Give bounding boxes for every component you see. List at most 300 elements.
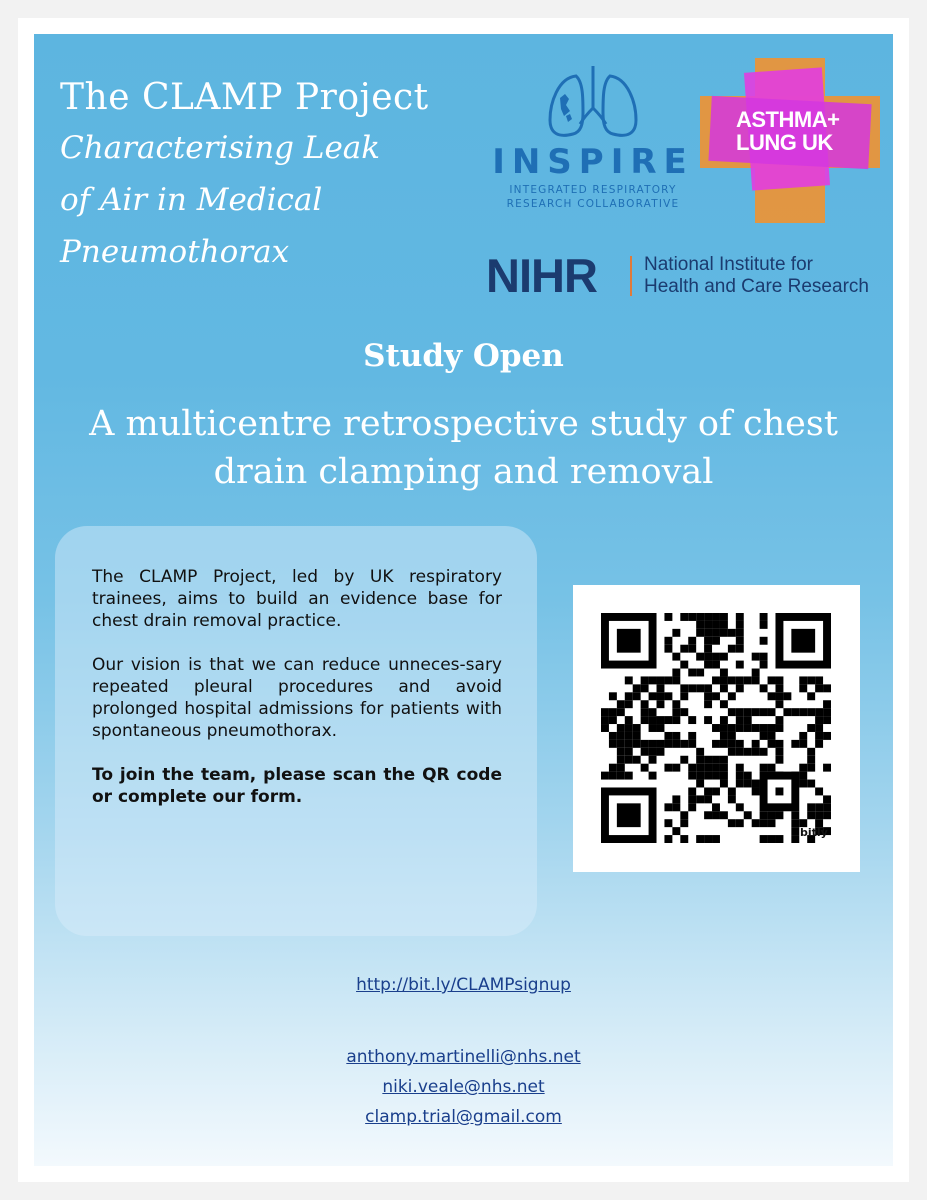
qr-module [720, 613, 728, 621]
qr-module [807, 764, 815, 772]
qr-module [736, 676, 744, 684]
contact-links [34, 972, 893, 1132]
project-subtitle-line-3: Pneumothorax [60, 234, 290, 270]
qr-module [641, 740, 649, 748]
qr-module [617, 732, 625, 740]
qr-module [688, 637, 696, 645]
qr-module [807, 780, 815, 788]
qr-module [696, 772, 704, 780]
qr-module [633, 756, 641, 764]
qr-module [704, 764, 712, 772]
qr-module [696, 764, 704, 772]
qr-module [664, 764, 672, 772]
qr-module [641, 764, 649, 772]
qr-module [736, 629, 744, 637]
qr-module [704, 621, 712, 629]
qr-module [728, 692, 736, 700]
qr-module [657, 716, 665, 724]
qr-module [712, 613, 720, 621]
qr-module [728, 676, 736, 684]
qr-module [815, 716, 823, 724]
qr-module [752, 708, 760, 716]
qr-module [641, 708, 649, 716]
qr-module [664, 803, 672, 811]
qr-module [712, 764, 720, 772]
qr-module [799, 740, 807, 748]
qr-module [736, 724, 744, 732]
qr-module [744, 708, 752, 716]
qr-module [736, 819, 744, 827]
qr-module [720, 629, 728, 637]
qr-module [704, 692, 712, 700]
qr-module [728, 724, 736, 732]
qr-module [799, 780, 807, 788]
qr-module [728, 708, 736, 716]
qr-module [672, 740, 680, 748]
qr-module [712, 661, 720, 669]
qr-module [712, 756, 720, 764]
qr-module [823, 700, 831, 708]
qr-module [815, 732, 823, 740]
qr-module [728, 748, 736, 756]
qr-module [768, 732, 776, 740]
qr-module [736, 716, 744, 724]
qr-module [768, 740, 776, 748]
qr-module [736, 740, 744, 748]
qr-module [641, 716, 649, 724]
qr-module [601, 772, 609, 780]
qr-module [712, 835, 720, 843]
qr-module [625, 756, 633, 764]
qr-module [704, 811, 712, 819]
email-link-niki[interactable]: niki.veale@nhs.net [382, 1077, 545, 1097]
qr-module [728, 732, 736, 740]
qr-module [720, 732, 728, 740]
qr-module [609, 692, 617, 700]
qr-module [625, 740, 633, 748]
qr-module [649, 724, 657, 732]
qr-module [752, 669, 760, 677]
qr-module [720, 811, 728, 819]
qr-module [609, 716, 617, 724]
qr-module [664, 692, 672, 700]
qr-module [672, 669, 680, 677]
qr-module [688, 732, 696, 740]
qr-module [736, 621, 744, 629]
qr-module [657, 684, 665, 692]
qr-module [760, 653, 768, 661]
qr-module [768, 764, 776, 772]
qr-module [791, 708, 799, 716]
qr-module [672, 803, 680, 811]
nihr-line-2: Health and Care Research [644, 276, 869, 297]
qr-module [807, 708, 815, 716]
qr-module [736, 748, 744, 756]
qr-module [775, 716, 783, 724]
qr-module [807, 692, 815, 700]
nihr-logo-text [644, 254, 869, 298]
qr-module [680, 645, 688, 653]
qr-module [728, 740, 736, 748]
qr-module [775, 700, 783, 708]
qr-module [720, 676, 728, 684]
qr-module [712, 653, 720, 661]
title-block [60, 74, 429, 278]
qr-module [823, 764, 831, 772]
qr-module [649, 756, 657, 764]
qr-module [625, 732, 633, 740]
qr-module [815, 811, 823, 819]
qr-module [664, 676, 672, 684]
qr-module [736, 645, 744, 653]
qr-module [823, 716, 831, 724]
qr-module [752, 653, 760, 661]
qr-module [728, 629, 736, 637]
qr-module [704, 637, 712, 645]
qr-module [823, 684, 831, 692]
qr-module [625, 772, 633, 780]
qr-code-pattern [601, 613, 831, 843]
qr-module [712, 803, 720, 811]
qr-module [760, 708, 768, 716]
qr-module [775, 811, 783, 819]
qr-module [744, 772, 752, 780]
qr-module [649, 708, 657, 716]
qr-module [775, 835, 783, 843]
qr-module [688, 669, 696, 677]
qr-module [775, 748, 783, 756]
qr-module [704, 661, 712, 669]
qr-module [768, 692, 776, 700]
qr-module [633, 724, 641, 732]
qr-module [712, 772, 720, 780]
qr-module [760, 613, 768, 621]
qr-module [760, 819, 768, 827]
qr-module [775, 724, 783, 732]
signup-link[interactable]: http://bit.ly/CLAMPsignup [356, 975, 571, 995]
qr-module [736, 637, 744, 645]
nihr-logo-divider [630, 256, 632, 296]
qr-module [617, 700, 625, 708]
qr-module [672, 732, 680, 740]
qr-module [617, 772, 625, 780]
qr-module [696, 629, 704, 637]
qr-module [657, 700, 665, 708]
email-link-anthony[interactable]: anthony.martinelli@nhs.net [346, 1047, 581, 1067]
qr-module [617, 724, 625, 732]
qr-module [823, 732, 831, 740]
qr-module [752, 787, 760, 795]
qr-module [672, 676, 680, 684]
qr-module [720, 684, 728, 692]
qr-module [823, 795, 831, 803]
qr-module [633, 740, 641, 748]
qr-module [760, 661, 768, 669]
qr-module [775, 676, 783, 684]
inspire-logo-tagline [488, 183, 698, 211]
qr-module [641, 684, 649, 692]
qr-module [601, 708, 609, 716]
qr-module [696, 780, 704, 788]
qr-module [736, 780, 744, 788]
qr-module [791, 740, 799, 748]
qr-module [617, 629, 641, 653]
qr-module [736, 772, 744, 780]
qr-module [752, 748, 760, 756]
qr-module [680, 756, 688, 764]
qr-module [704, 787, 712, 795]
qr-module [633, 732, 641, 740]
qr-module [704, 645, 712, 653]
qr-module [633, 692, 641, 700]
qr-module [704, 716, 712, 724]
qr-module [704, 700, 712, 708]
qr-module [783, 692, 791, 700]
qr-module [791, 811, 799, 819]
qr-module [744, 716, 752, 724]
qr-module [609, 732, 617, 740]
qr-module [815, 787, 823, 795]
project-title: The CLAMP Project [60, 77, 429, 118]
qr-module [799, 764, 807, 772]
qr-module [704, 795, 712, 803]
email-link-clamp[interactable]: clamp.trial@gmail.com [365, 1107, 562, 1127]
info-call-to-action: To join the team, please scan the QR code or complete our form. [92, 765, 502, 807]
qr-module [664, 835, 672, 843]
asthma-line-1: ASTHMA+ [736, 107, 840, 132]
qr-module [775, 684, 783, 692]
qr-module [720, 740, 728, 748]
project-subtitle-line-2: of Air in Medical [60, 182, 323, 218]
qr-module [688, 764, 696, 772]
qr-module [609, 764, 617, 772]
qr-module [704, 613, 712, 621]
qr-module [664, 716, 672, 724]
qr-module [720, 756, 728, 764]
qr-module [815, 724, 823, 732]
qr-module [680, 613, 688, 621]
qr-module [657, 724, 665, 732]
qr-module [649, 772, 657, 780]
qr-module [712, 811, 720, 819]
qr-module [641, 676, 649, 684]
qr-module [720, 764, 728, 772]
qr-module [680, 740, 688, 748]
qr-module [752, 819, 760, 827]
qr-module [688, 803, 696, 811]
qr-module [657, 748, 665, 756]
qr-module [680, 819, 688, 827]
qr-module [657, 740, 665, 748]
qr-module [609, 772, 617, 780]
qr-module [680, 692, 688, 700]
qr-module [760, 811, 768, 819]
qr-module [760, 684, 768, 692]
qr-module [617, 740, 625, 748]
qr-module [752, 740, 760, 748]
info-paragraph-1: The CLAMP Project, led by UK respiratory trainees, aims to build an evidence base for chest drain removal practice. [92, 567, 502, 631]
qr-module [696, 669, 704, 677]
qr-module [625, 716, 633, 724]
qr-module [720, 724, 728, 732]
qr-module [672, 700, 680, 708]
qr-module [664, 732, 672, 740]
qr-module [609, 708, 617, 716]
qr-module [672, 708, 680, 716]
qr-module [791, 629, 815, 653]
qr-brand-label: bitly [800, 826, 828, 839]
qr-module [815, 684, 823, 692]
qr-module [720, 700, 728, 708]
qr-module [688, 787, 696, 795]
qr-module [775, 787, 783, 795]
qr-module [823, 708, 831, 716]
qr-module [696, 613, 704, 621]
qr-module [625, 692, 633, 700]
qr-module [728, 795, 736, 803]
qr-module [688, 684, 696, 692]
qr-module [649, 716, 657, 724]
qr-module [736, 661, 744, 669]
qr-module [768, 676, 776, 684]
qr-module [720, 653, 728, 661]
qr-module [688, 772, 696, 780]
qr-module [744, 811, 752, 819]
qr-module [641, 748, 649, 756]
qr-module [791, 827, 799, 835]
qr-module [736, 684, 744, 692]
qr-module [688, 645, 696, 653]
nihr-logo-acronym: NIHR [486, 249, 597, 302]
qr-module [712, 629, 720, 637]
qr-module [728, 645, 736, 653]
qr-module [807, 803, 815, 811]
qr-module [799, 684, 807, 692]
inspire-tagline-line-2: RESEARCH COLLABORATIVE [506, 198, 680, 210]
qr-module [760, 621, 768, 629]
nihr-line-1: National Institute for [644, 254, 813, 275]
qr-module [823, 803, 831, 811]
study-status-heading: Study Open [363, 338, 564, 374]
qr-module [815, 740, 823, 748]
qr-module [617, 803, 641, 827]
qr-module [609, 740, 617, 748]
qr-module [807, 748, 815, 756]
qr-module [680, 684, 688, 692]
qr-module [704, 772, 712, 780]
qr-module [744, 676, 752, 684]
qr-module [704, 835, 712, 843]
qr-module [625, 676, 633, 684]
qr-module [815, 803, 823, 811]
qr-module [664, 613, 672, 621]
qr-module [807, 756, 815, 764]
qr-module [672, 764, 680, 772]
qr-module [649, 740, 657, 748]
qr-module [768, 835, 776, 843]
qr-module [672, 716, 680, 724]
qr-module [760, 835, 768, 843]
qr-module [712, 692, 720, 700]
qr-module [752, 724, 760, 732]
qr-module [625, 724, 633, 732]
qr-module [807, 724, 815, 732]
qr-module [783, 708, 791, 716]
qr-module [704, 629, 712, 637]
qr-module [704, 684, 712, 692]
qr-module [712, 637, 720, 645]
qr-module [720, 669, 728, 677]
qr-module [672, 653, 680, 661]
inspire-logo-word: INSPIRE [492, 142, 694, 182]
qr-module [815, 708, 823, 716]
qr-module [775, 740, 783, 748]
study-description-line-1: A multicentre retrospective study of chest [89, 404, 838, 444]
qr-module [641, 700, 649, 708]
qr-module [712, 676, 720, 684]
qr-module [823, 811, 831, 819]
qr-module [712, 740, 720, 748]
qr-module [712, 787, 720, 795]
qr-module [736, 708, 744, 716]
qr-module [617, 708, 625, 716]
info-text [92, 566, 502, 830]
qr-module [736, 613, 744, 621]
qr-module [720, 621, 728, 629]
qr-module [760, 748, 768, 756]
qr-module [672, 827, 680, 835]
qr-module [720, 716, 728, 724]
qr-module [760, 732, 768, 740]
qr-module [752, 780, 760, 788]
qr-module [768, 724, 776, 732]
qr-module [601, 716, 609, 724]
asthma-line-2: LUNG UK [736, 130, 833, 155]
qr-module [704, 756, 712, 764]
qr-module [664, 637, 672, 645]
qr-module [728, 787, 736, 795]
qr-module [688, 613, 696, 621]
qr-module [680, 661, 688, 669]
info-paragraph-2: Our vision is that we can reduce unneces-sary repeated pleural procedures and avoid prolonged hospital admissions for patients with spontaneous pneumothorax. [92, 655, 502, 741]
qr-module [712, 724, 720, 732]
qr-module [799, 772, 807, 780]
qr-module [657, 692, 665, 700]
qr-module [696, 795, 704, 803]
qr-module [633, 684, 641, 692]
asthma-lung-uk-wordmark [736, 108, 866, 154]
qr-module [688, 740, 696, 748]
qr-module [680, 835, 688, 843]
qr-module [680, 811, 688, 819]
qr-module [760, 637, 768, 645]
qr-module [617, 764, 625, 772]
study-description [34, 400, 893, 496]
qr-module [696, 835, 704, 843]
qr-module [688, 716, 696, 724]
qr-module [672, 629, 680, 637]
qr-module [688, 795, 696, 803]
qr-module [617, 748, 625, 756]
qr-module [744, 724, 752, 732]
qr-module [744, 780, 752, 788]
qr-module [799, 732, 807, 740]
qr-module [712, 621, 720, 629]
qr-module [799, 708, 807, 716]
qr-module [625, 700, 633, 708]
qr-module [760, 724, 768, 732]
qr-module [696, 748, 704, 756]
